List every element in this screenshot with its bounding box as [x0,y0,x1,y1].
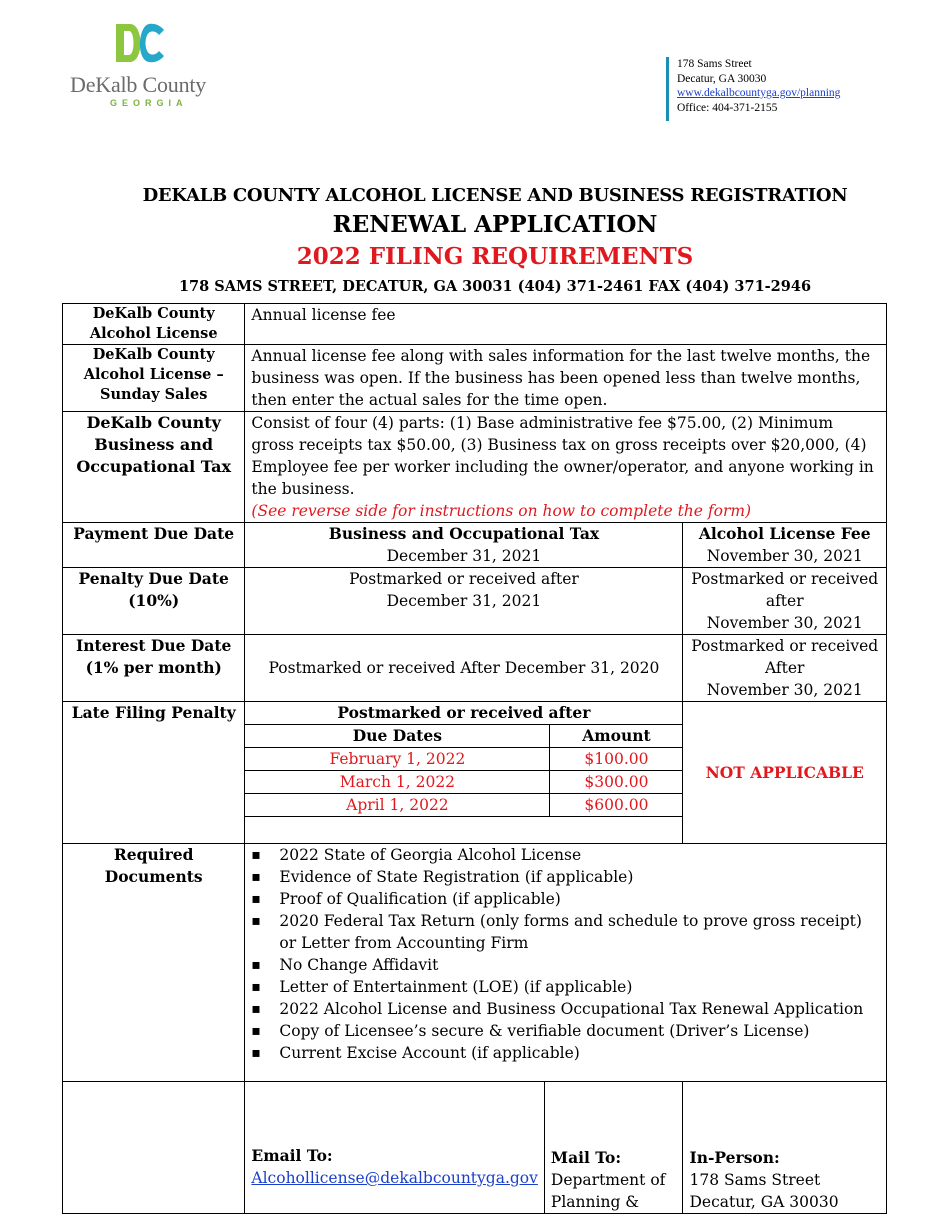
dc-logo-mark-icon [114,22,166,64]
in-person-line2: Decatur, GA 30030 [689,1193,839,1211]
logo-county-name: DeKalb County [70,72,207,97]
penalty-alc-line2: after [765,592,804,610]
late-date-cell: April 1, 2022 [245,794,550,817]
interest-bot-text: Postmarked or received After December 31, 2020 [245,635,683,702]
table-row [245,771,682,794]
occupational-tax-cell [245,412,887,523]
list-item: ▪ Evidence of State Registration (if applicable) [279,866,880,888]
reverse-side-note: (See reverse side for instructions on how to complete the form) [251,502,752,520]
late-filing-label: Late Filing Penalty [63,702,245,844]
payment-alc-date: November 30, 2021 [706,547,863,565]
in-person-title: In-Person: [689,1148,780,1167]
email-link[interactable]: Alcohollicense@dekalbcountyga.gov [251,1169,538,1187]
occupational-tax-label: DeKalb County Business and Occupational Tax [63,412,245,523]
penalty-alc-line3: November 30, 2021 [706,614,863,632]
list-item: ▪ 2022 State of Georgia Alcohol License [279,844,880,866]
list-item: ▪ Copy of Licensee’s secure & verifiable document (Driver’s License) [279,1020,880,1042]
alcohol-license-text: Annual license fee [245,304,887,345]
late-filing-schedule-cell [245,702,683,844]
late-amount-cell: $100.00 [550,748,683,771]
occupational-tax-text: Consist of four (4) parts: (1) Base administrative fee $75.00, (2) Minimum gross receipts tax $50.00, (3) Business tax on gross receipts over $20,000, (4) Employee fee per worker including the owner/operator, and anyone working in the business. [251,414,874,498]
planning-website-link[interactable]: www.dekalbcountyga.gov/planning [677,87,841,99]
table-row [63,568,887,635]
mail-contact-cell [544,1082,683,1214]
payment-alc-title: Alcohol License Fee [698,524,871,543]
heading-filing-requirements: 2022 FILING REQUIREMENTS [296,243,694,270]
required-documents-label: Required Documents [63,844,245,1082]
email-contact-cell [245,1082,545,1214]
amount-header: Amount [550,725,683,748]
penalty-bot-line1: Postmarked or received after [349,570,579,588]
payment-bot-title: Business and Occupational Tax [328,524,600,543]
table-row [63,702,887,844]
payment-bot-cell [245,523,683,568]
table-row [63,304,887,345]
required-documents-list [251,844,880,1064]
interest-due-label: Interest Due Date (1% per month) [63,635,245,702]
list-item: ▪ Letter of Entertainment (LOE) (if applicable) [279,976,880,998]
sunday-sales-label: DeKalb County Alcohol License – Sunday Sales [63,345,245,412]
late-date-cell: March 1, 2022 [245,771,550,794]
mail-title: Mail To: [550,1148,622,1167]
payment-due-label: Payment Due Date [63,523,245,568]
dekalb-county-logo [68,22,218,112]
payment-alc-cell [683,523,887,568]
office-street: 178 Sams Street [677,58,752,70]
table-row [63,412,887,523]
office-address-block [666,57,840,121]
penalty-bot-cell [245,568,683,635]
requirements-table [62,303,887,1214]
interest-alc-line1: Postmarked or received [691,637,879,655]
interest-alc-line2: After [764,659,805,677]
late-amount-cell: $300.00 [550,771,683,794]
in-person-contact-cell [683,1082,887,1214]
table-row [63,523,887,568]
table-row [245,748,682,771]
logo-state-name: GEORGIA [110,98,188,108]
list-item: ▪ Proof of Qualification (if applicable) [279,888,880,910]
heading-address: 178 SAMS STREET, DECATUR, GA 30031 (404) 371-2461 FAX (404) 371-2946 [178,278,812,295]
list-item: ▪ 2020 Federal Tax Return (only forms and schedule to prove gross receipt) or Letter from Accounting Firm [279,910,880,954]
office-city: Decatur, GA 30030 [677,72,767,85]
due-dates-header: Due Dates [245,725,550,748]
heading-renewal: RENEWAL APPLICATION [332,211,658,238]
penalty-alc-cell [683,568,887,635]
penalty-bot-line2: December 31, 2021 [386,592,542,610]
table-row [63,844,887,1082]
list-item: ▪ No Change Affidavit [279,954,880,976]
email-title: Email To: [251,1146,333,1165]
office-phone: Office: 404-371-2155 [677,101,778,114]
list-item: ▪ Current Excise Account (if applicable) [279,1042,880,1064]
mail-line1: Department of [550,1171,666,1189]
table-row [63,345,887,412]
table-row [63,1082,887,1214]
penalty-alc-line1: Postmarked or received [691,570,879,588]
payment-bot-date: December 31, 2021 [386,547,542,565]
mail-line2: Planning & [550,1193,640,1211]
interest-alc-cell [683,635,887,702]
late-filing-schedule [245,702,682,843]
interest-alc-line3: November 30, 2021 [706,681,863,699]
required-documents-cell [245,844,887,1082]
late-date-cell: February 1, 2022 [245,748,550,771]
not-applicable-text: NOT APPLICABLE [683,702,887,844]
penalty-due-label: Penalty Due Date (10%) [63,568,245,635]
in-person-line1: 178 Sams Street [689,1171,821,1189]
document-heading [0,182,950,301]
table-row [245,794,682,817]
late-amount-cell: $600.00 [550,794,683,817]
contact-blank-cell [63,1082,245,1214]
list-item: ▪ 2022 Alcohol License and Business Occupational Tax Renewal Application [279,998,880,1020]
table-row [63,635,887,702]
sunday-sales-text: Annual license fee along with sales information for the last twelve months, the business was open. If the business has been opened less than twelve months, then enter the actual sales for the time open. [245,345,887,412]
heading-title: DEKALB COUNTY ALCOHOL LICENSE AND BUSINESS REGISTRATION [142,185,848,206]
alcohol-license-label: DeKalb County Alcohol License [63,304,245,345]
late-filing-header: Postmarked or received after [245,702,682,725]
